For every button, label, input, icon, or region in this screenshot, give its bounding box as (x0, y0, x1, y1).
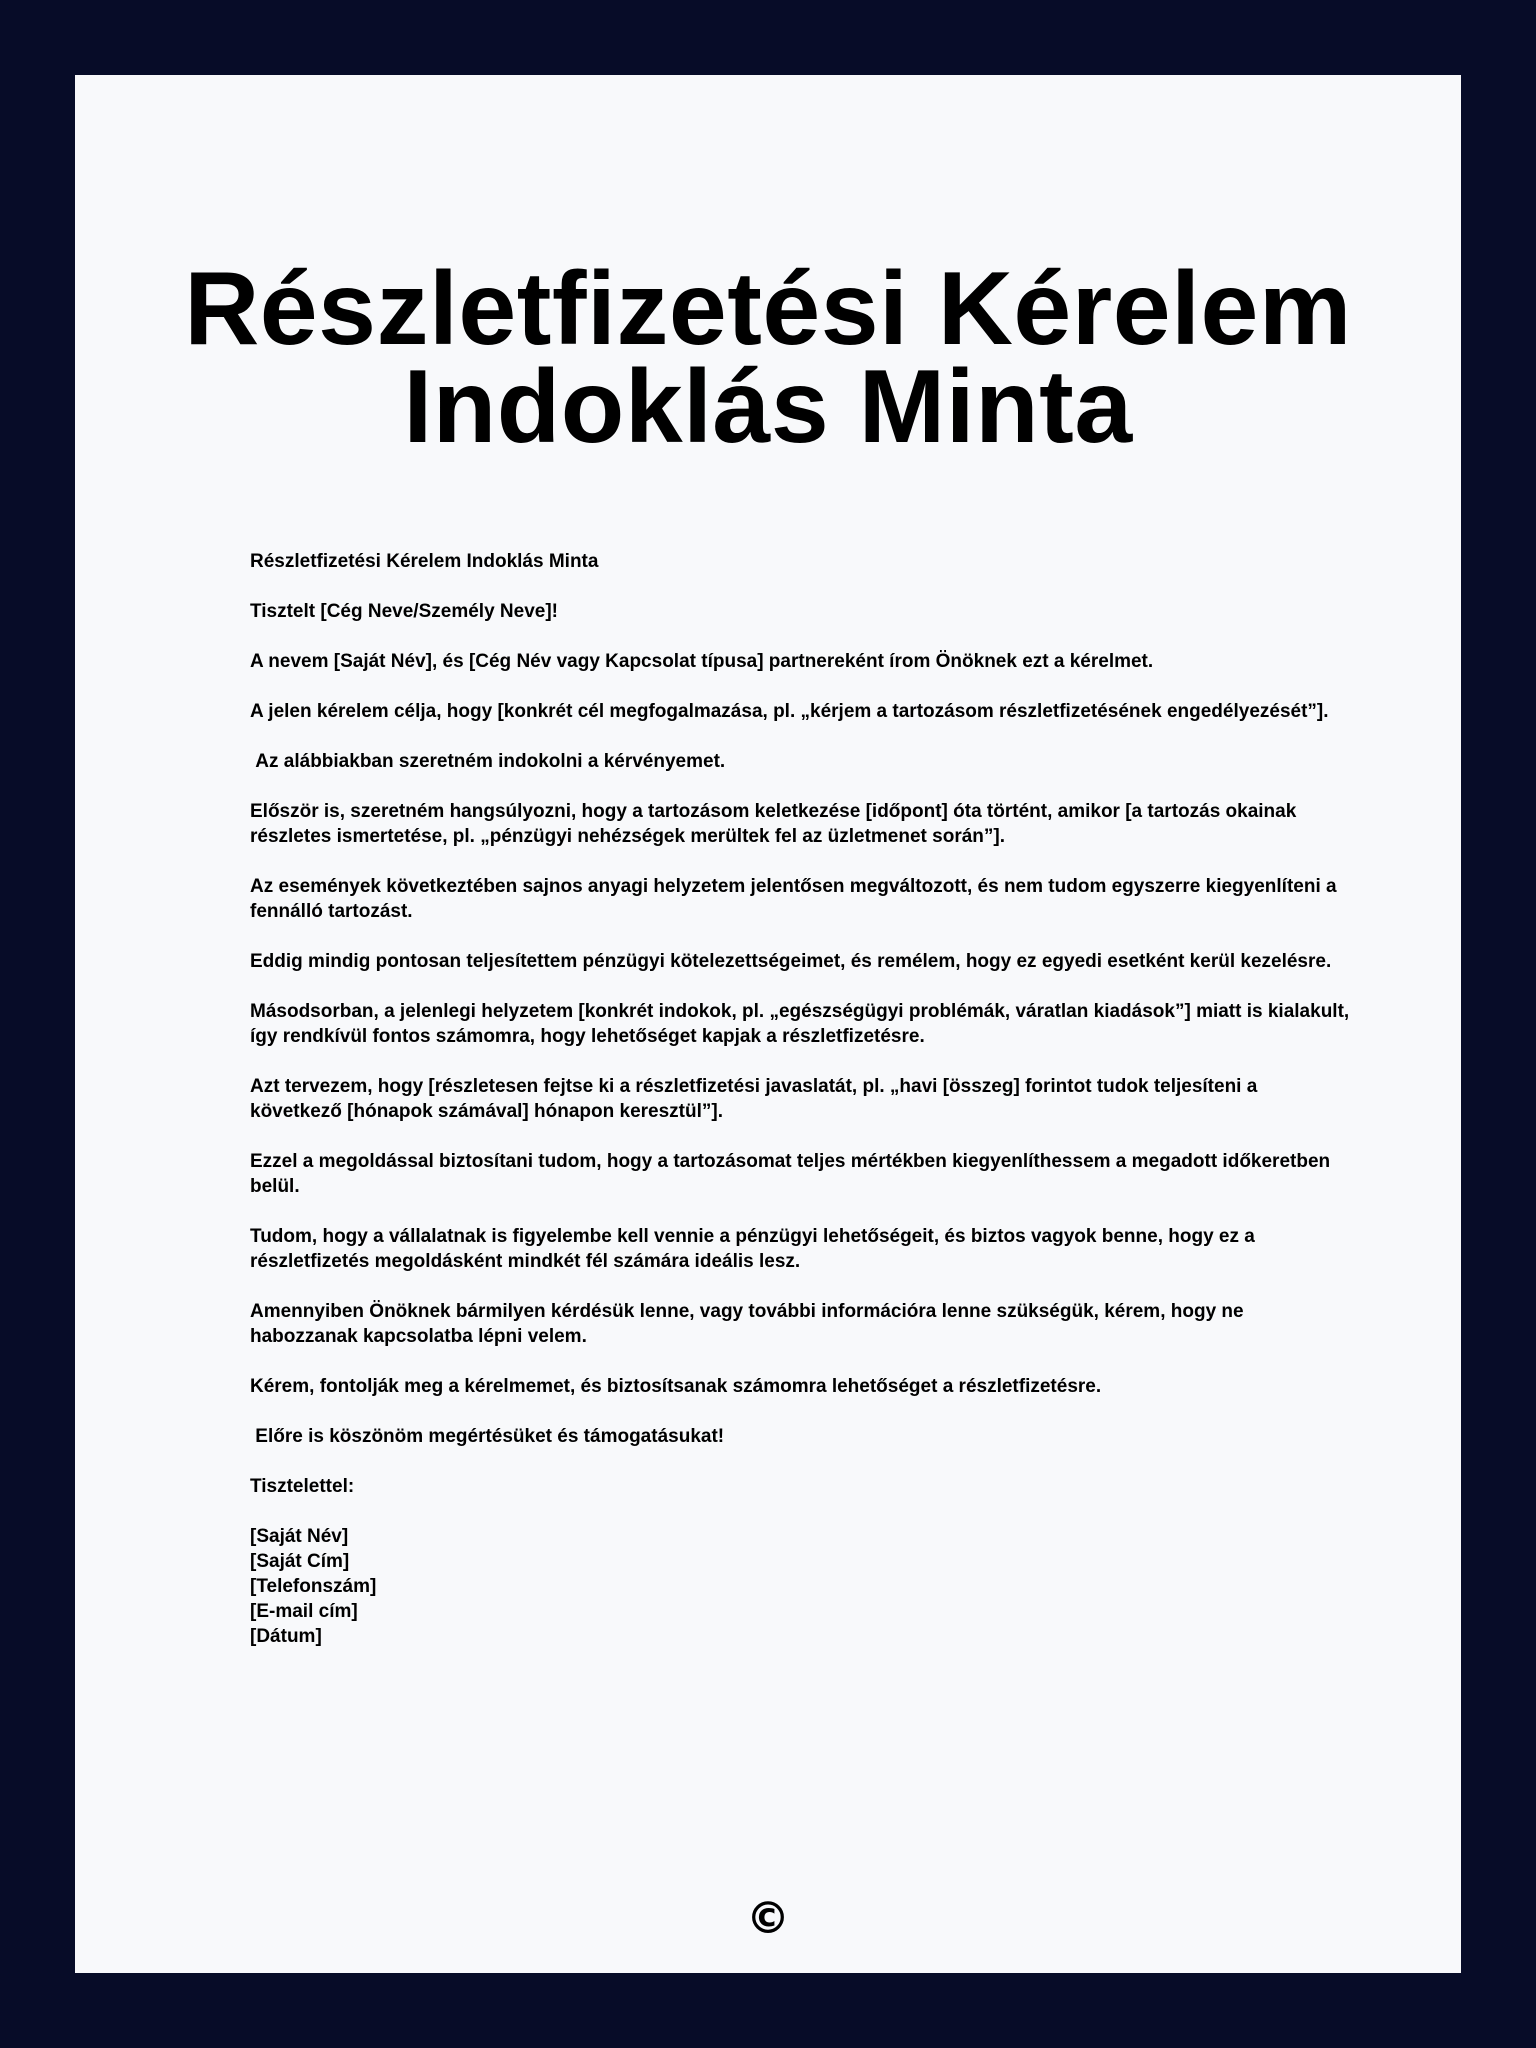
paragraph-intro: A nevem [Saját Név], és [Cég Név vagy Kapcsolat típusa] partnereként írom Önöknek ezt a kérelmet. (250, 651, 1154, 672)
document-title (75, 251, 1461, 465)
paragraph-plan: Azt tervezem, hogy [részletesen fejtse ki a részletfizetési javaslatát, pl. „havi [összeg] forintot tudok teljesíteni a következő [hónapok számával] hónapon keresztül”]. (250, 1076, 1263, 1122)
paragraph-contact: Amennyiben Önöknek bármilyen kérdésük lenne, vagy további információra lenne szükségük, kérem, hogy ne habozzanak kapcsolatba lépni velem. (250, 1301, 1249, 1347)
paragraph-request: Kérem, fontolják meg a kérelmemet, és biztosítsanak számomra lehetőséget a részletfizetésre. (250, 1376, 1102, 1397)
paragraph-thanks: Előre is köszönöm megértésüket és támogatásukat! (250, 1426, 725, 1447)
paragraph-consideration: Tudom, hogy a vállalatnak is figyelembe kell vennie a pénzügyi lehetőségeit, és biztos vagyok benne, hogy ez a részletfizetés megoldásként mindkét fél számára ideális lesz. (250, 1226, 1261, 1272)
signature-date: [Dátum] (250, 1626, 322, 1647)
title-line-1: Részletfizetési Kérelem (184, 251, 1352, 367)
signature-address: [Saját Cím] (250, 1551, 350, 1572)
letter-body (250, 549, 1355, 1649)
document-page (75, 75, 1461, 1973)
signature-block (250, 1524, 1350, 1649)
paragraph-solution: Ezzel a megoldással biztosítani tudom, hogy a tartozásomat teljes mértékben kiegyenlíthessem a megadott időkeretben belül. (250, 1151, 1336, 1197)
signature-phone: [Telefonszám] (250, 1576, 377, 1597)
salutation: Tisztelt [Cég Neve/Személy Neve]! (250, 601, 558, 622)
letter-heading: Részletfizetési Kérelem Indoklás Minta (250, 551, 599, 572)
signature-name: [Saját Név] (250, 1526, 349, 1547)
paragraph-history: Eddig mindig pontosan teljesítettem pénzügyi kötelezettségeimet, és remélem, hogy ez egyedi esetként kerül kezelésre. (250, 951, 1332, 972)
paragraph-second-reason: Másodsorban, a jelenlegi helyzetem [konkrét indokok, pl. „egészségügyi problémák, váratlan kiadások”] miatt is kialakult, így rendkívül fontos számomra, hogy lehetőséget kapjak a részletfizetésre. (250, 1001, 1355, 1047)
title-line-2: Indoklás Minta (403, 349, 1133, 465)
paragraph-transition: Az alábbiakban szeretném indokolni a kérvényemet. (250, 751, 726, 772)
closing: Tisztelettel: (250, 1476, 355, 1497)
paragraph-financial-situation: Az események következtében sajnos anyagi helyzetem jelentősen megváltozott, és nem tudom egyszerre kiegyenlíteni a fennálló tartozást. (250, 876, 1342, 922)
signature-email: [E-mail cím] (250, 1601, 358, 1622)
paragraph-first-reason: Először is, szeretném hangsúlyozni, hogy a tartozásom keletkezése [időpont] óta történt, amikor [a tartozás okainak részletes ismertetése, pl. „pénzügyi nehézségek merültek fel az üzletmenet során”]. (250, 801, 1302, 847)
copyright-icon: © (746, 1893, 790, 1944)
paragraph-purpose: A jelen kérelem célja, hogy [konkrét cél megfogalmazása, pl. „kérjem a tartozásom részletfizetésének engedélyezését”]. (250, 701, 1329, 722)
